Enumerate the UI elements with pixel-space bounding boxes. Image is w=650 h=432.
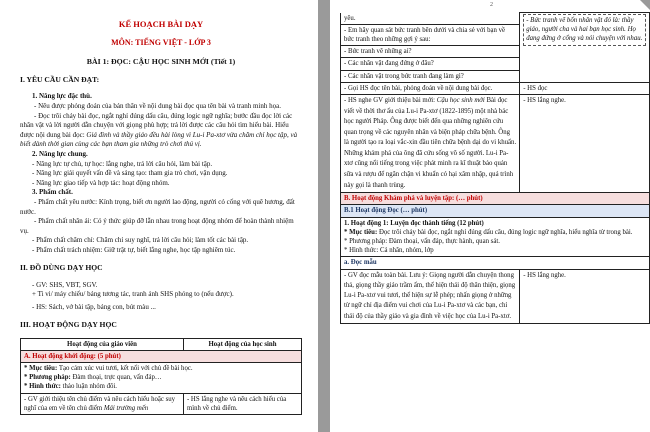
section-activities: III. HOẠT ĐỘNG DẠY HỌC xyxy=(20,320,117,330)
document-page-2 xyxy=(330,0,650,432)
subject-line: MÔN: TIẾNG VIỆT - LỚP 3 xyxy=(111,38,211,47)
plan-heading: KẾ HOẠCH BÀI DẠY xyxy=(118,18,204,29)
paragraph: + Ti vi/ máy chiếu/ bảng tương tác, tranh ảnh SHS phóng to (nếu được). xyxy=(32,290,234,299)
teacher-cell: - Các nhân vật trong bức tranh đang làm gì? xyxy=(341,70,520,82)
column-header-teacher: Hoạt động của giáo viên xyxy=(21,338,184,350)
sample-reading-label: a. Đọc mẫu xyxy=(341,257,650,269)
activity-a-details: * Mục tiêu: Tạo cảm xúc vui tươi, kết nối với chủ đề bài học. * Phương pháp: Đàm thoại, trực quan, vấn đáp… * Hình thức: thảo luận nhóm đôi. xyxy=(21,363,302,394)
activities-table xyxy=(20,338,302,415)
paragraph: - Phẩm chất nhân ái: Có ý thức giúp đỡ lẫn nhau trong hoạt động nhóm để hoàn thành nhiệm vụ. xyxy=(20,217,294,235)
paragraph: - Năng lực tự chủ, tự học: lắng nghe, trả lời câu hỏi, làm bài tập. xyxy=(32,159,213,168)
teacher-cell-introduction: - HS nghe GV giới thiệu bài mới: Cậu học sinh mới Bài đọc viết về thời thơ ấu của Lu-i Pa-xtơ (1822-1895) một nhà bác học người Pháp. Ông được biết đến qua những nghiên cứu quan trọng về các nguyên nhân và biện pháp chữa bệnh. Ông là người tạo ra loại vắc-xin đầu tiên chữa bệnh dại do vi khuẩn. Những khám phá của ông đã cứu sống vô số người. Lu-i Pa-xtơ cũng nổi tiếng trong việc phát minh ra kĩ thuật bảo quản sữa và rượu để ngăn chặn vi khuẩn có hại xâm nhập, quá trình này gọi là thanh trùng. xyxy=(341,94,520,192)
student-cell: - HS lắng nghe. xyxy=(520,94,650,192)
page-corner-fold-icon xyxy=(640,0,650,10)
teacher-cell: yêu. xyxy=(341,13,520,25)
sub-qualities: 3. Phẩm chất. xyxy=(32,188,73,197)
student-cell: - HS đọc xyxy=(520,82,650,94)
paragraph: - Đọc trôi chảy bài đọc, ngắt nghỉ đúng dấu câu, đúng logic ngữ nghĩa; bước đầu đọc lời các nhân vật và lời người dẫn chuyện với giọng phù hợp; trả lời được các câu hỏi tìm hiểu bài. Hiểu được nội dung bài đọc: Giá đình và thầy giáo đều hài lòng vì Lu-i Pa-xtơ vừa chăm chỉ học tập, và biết dành thời gian cùng các bạn tham gia những trò chơi thú vị. xyxy=(20,111,298,149)
section-materials: II. ĐỒ DÙNG DẠY HỌC xyxy=(20,263,103,273)
student-cell: - HS lắng nghe. xyxy=(520,269,650,323)
paragraph: - Năng lực giao tiếp và hợp tác: hoạt động nhóm. xyxy=(32,178,170,187)
paragraph: - Phẩm chất trách nhiệm: Giữ trật tự, biết lắng nghe, học tập nghiêm túc. xyxy=(32,245,236,254)
teacher-cell: - Bức tranh vẽ những ai? xyxy=(341,46,520,58)
paragraph: - Nêu được phỏng đoán của bản thân về nội dung bài đọc qua tên bài và tranh minh họa. xyxy=(34,101,281,110)
activity-b1-header: B.1 Hoạt động Đọc (… phút) xyxy=(341,205,650,217)
paragraph: - Năng lực giải quyết vấn đề và sáng tạo: tham gia trò chơi, vận dụng. xyxy=(32,169,228,178)
section-requirements: I. YÊU CẦU CẦN ĐẠT: xyxy=(20,74,100,84)
lesson-title: BÀI 1: ĐỌC: CẬU HỌC SINH MỚI (Tiết 1) xyxy=(86,57,236,66)
paragraph: - Phẩm chất yêu nước: Kính trọng, biết ơn người lao động, người có cống với quê hương, đất nước. xyxy=(20,197,295,216)
sub-specific-competence: 1. Năng lực đặc thù. xyxy=(32,92,92,101)
column-header-student: Hoạt động của học sinh xyxy=(183,338,301,350)
paragraph: - GV: SHS, VBT, SGV. xyxy=(32,280,98,289)
teacher-cell-sample-reading: - GV đọc mẫu toàn bài. Lưu ý: Giọng người dẫn chuyện thong thả, giọng thầy giáo trầm ấm, thể hiện thái độ thân thiện, giọng Lu-i Pa-xtơ vui tươi, thể hiện sự lễ phép; nhấn giọng ở những từ ngữ chỉ địa điểm vui chơi của Lu-i Pa-xtơ và các bạn, chỉ thái độ của thầy giáo và gia đình về việc học của Lu-i Pa-xtơ. xyxy=(341,269,520,323)
teacher-cell: - Em hãy quan sát bức tranh bên dưới và chia sẻ với bạn về bức tranh theo những gợi ý sau: xyxy=(341,24,520,45)
student-cell-picture-answer: - Bức tranh vẽ bốn nhân vật đó là: thầy giáo, người cha và hai bạn học sinh. Họ đang đứng ở cổng và nói chuyện với nhau. xyxy=(520,13,650,83)
activity-b-header: B. Hoạt động Khám phá và luyện tập: (… phút) xyxy=(341,193,650,205)
teacher-cell: - GV giới thiệu tên chủ điểm và nêu cách hiểu hoặc suy nghĩ của em về tên chủ điểm Mái trường mến xyxy=(21,393,184,414)
paragraph: - HS: Sách, vở bài tập, bảng con, bút màu ... xyxy=(32,302,156,311)
document-page-1 xyxy=(0,0,318,432)
activity-1-details: 1. Hoạt động 1: Luyện đọc thành tiếng (12 phút) * Mục tiêu: Đọc trôi chảy bài đọc, ngắt nghỉ đúng dấu câu, đúng logic ngữ nghĩa, hiểu nghĩa từ trong bài. * Phương pháp: Đàm thoại, vấn đáp, thực hành, quan sát. * Hình thức: Cá nhân, nhóm, lớp xyxy=(341,217,650,257)
teacher-cell: - Gọi HS đọc tên bài, phỏng đoán về nội dung bài đọc. xyxy=(341,82,520,94)
page-number: 2 xyxy=(490,2,493,8)
activity-a-header: A. Hoạt động khởi động: (5 phút) xyxy=(21,350,302,362)
activities-table-continued xyxy=(340,12,650,324)
paragraph: - Phẩm chất chăm chỉ: Chăm chỉ suy nghĩ, trả lời câu hỏi; làm tốt các bài tập. xyxy=(32,236,249,245)
teacher-cell: - Các nhân vật đang đứng ở đâu? xyxy=(341,58,520,70)
sub-general-competence: 2. Năng lực chung. xyxy=(32,149,88,158)
student-cell: - HS lắng nghe và nêu cách hiểu của mình về chủ điểm. xyxy=(183,393,301,414)
